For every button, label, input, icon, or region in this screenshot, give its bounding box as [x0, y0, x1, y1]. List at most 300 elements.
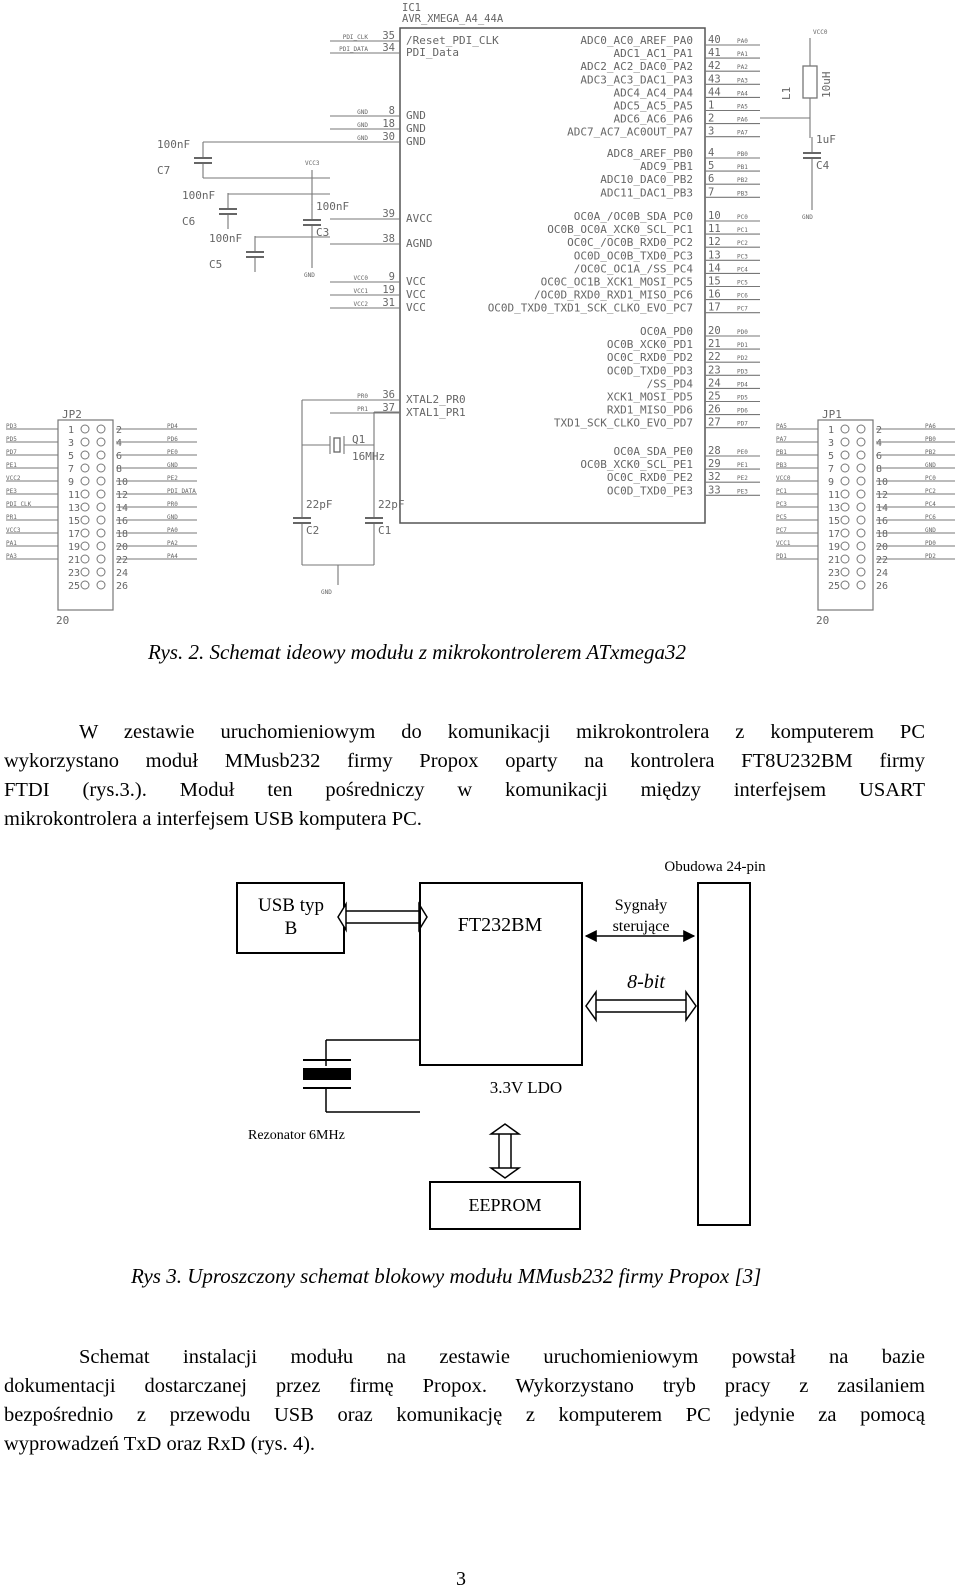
usb-ft-arrow — [338, 904, 427, 930]
ic-right-pin-name: OC0D_TXD0_PD3 — [606, 364, 693, 378]
header-jp2-pin — [97, 477, 105, 485]
header-jp2-pin — [97, 542, 105, 550]
capacitor-plate — [365, 517, 383, 519]
header-jp1-pin — [857, 503, 865, 511]
ic-right-pin-number: 27 — [708, 416, 721, 429]
ic-right-pin-name: ADC4_AC4_PA4 — [613, 86, 693, 100]
ic-left-pin-net: PDI_CLK — [342, 34, 368, 41]
capacitor-ref: C6 — [182, 215, 196, 228]
header-jp2-pin-number: 7 — [68, 464, 75, 475]
ic-right-pin-net: PA1 — [737, 51, 748, 59]
ic-right-pin-net: PD4 — [737, 381, 748, 389]
ic-right-pin-name: ADC9_PB1 — [640, 160, 693, 174]
ft232bm-box — [420, 883, 582, 1065]
paragraph-2-line: wyprowadzeń TxD oraz RxD (rys. 4). — [4, 1433, 316, 1455]
ic-right-pin-number: 14 — [708, 262, 721, 275]
header-jp1-net-left: PC5 — [776, 514, 787, 521]
ic-left-pin-net: GND — [357, 109, 368, 116]
ic-right-pin-net: PA7 — [737, 129, 748, 137]
header-jp2-pin — [81, 542, 89, 550]
header-jp2-pin-number: 16 — [116, 516, 129, 527]
header-jp2-pin-number: 1 — [68, 425, 75, 436]
header-jp2-net-right: PA4 — [167, 553, 178, 560]
ic-left-pin-number: 35 — [382, 30, 395, 42]
ic-right-pin-name: OC0D_OC0B_TXD0_PC3 — [573, 249, 693, 263]
ic-right-pin-name: ADC8_AREF_PB0 — [606, 147, 693, 160]
ic-right-pin-net: PC7 — [737, 305, 748, 313]
header-jp2-net-right: PDI_DATA — [167, 488, 196, 495]
ic-left-pin-net: PDI_DATA — [339, 46, 368, 53]
header-jp1-net-right: PC4 — [925, 501, 936, 508]
ic-right-pin-number: 7 — [708, 186, 715, 199]
ic-right-pin-name: ADC1_AC1_PA1 — [613, 47, 693, 61]
usb-label-line2: B — [284, 918, 298, 939]
header-jp2-net-right: PE2 — [167, 475, 178, 482]
header-jp1-pin — [857, 542, 865, 550]
xtal-gnd-label: GND — [321, 589, 332, 596]
paragraph-2-line: Schemat instalacji modułu na zestawie uruchomieniowym powstał na bazie — [79, 1346, 925, 1368]
header-jp1-pin-number: 19 — [828, 542, 841, 553]
ic-right-pin-name: ADC11_DAC1_PB3 — [600, 186, 693, 200]
ic-right-pin-name: XCK1_MOSI_PD5 — [606, 390, 693, 404]
header-jp1-net-right: PD0 — [925, 540, 936, 547]
header-jp2-pin-number: 25 — [68, 581, 81, 592]
ic-right-pin-number: 29 — [708, 458, 721, 471]
header-jp1-net-left: PC3 — [776, 501, 787, 508]
ic-right-pin-net: PD1 — [737, 342, 748, 350]
ic-right-pin-number: 23 — [708, 364, 721, 377]
ic-right-pin-name: ADC6_AC6_PA6 — [613, 112, 693, 126]
ic-right-pin-number: 4 — [708, 147, 715, 159]
ic-right-pin-net: PB0 — [737, 151, 748, 158]
header-jp1-pin-number: 22 — [876, 555, 889, 566]
header-jp2-net-left: PD7 — [6, 449, 17, 456]
ic-right-pin-net: PE3 — [737, 488, 748, 496]
8bit-label: 8-bit — [627, 971, 665, 993]
capacitor-plate — [246, 251, 264, 253]
crystal-value: 16MHz — [352, 450, 386, 463]
header-jp2-pin — [81, 425, 89, 433]
header-jp1-pin-number: 2 — [876, 425, 883, 436]
ic-right-pin-number: 11 — [708, 223, 721, 236]
ic-right-pin-name: OC0B_XCK0_SCL_PE1 — [580, 458, 693, 472]
header-jp2-pin-number: 19 — [68, 542, 81, 553]
ic-left-pin-number: 39 — [382, 208, 395, 220]
header-jp2-pin-number: 18 — [116, 529, 129, 540]
capacitor-ref: C5 — [209, 258, 223, 271]
header-jp2-pin — [97, 555, 105, 563]
header-jp1-net-left: PA5 — [776, 423, 787, 430]
ic-right-pin-name: OC0C_RXD0_PE2 — [606, 471, 693, 485]
capacitor-value: 100nF — [209, 232, 243, 245]
ic-right-pin-name: ADC0_AC0_AREF_PA0 — [580, 34, 693, 47]
ic-right-pin-net: PE2 — [737, 475, 748, 483]
ic-right-pin-net: PA3 — [737, 77, 748, 85]
header-jp2-net-right: GND — [167, 514, 178, 521]
capacitor-value: 1uF — [816, 133, 836, 146]
header-jp1-pin — [857, 490, 865, 498]
ic-right-pin-net: PA4 — [737, 90, 748, 98]
header-jp1-net-left: PD1 — [776, 553, 787, 560]
header-jp1-pin-number: 9 — [828, 477, 835, 488]
vcc0-label: VCC0 — [813, 29, 828, 36]
figure-caption-2: Rys. 2. Schemat ideowy modułu z mikrokontrolerem ATxmega32 — [148, 640, 686, 664]
header-jp1-pin-number: 15 — [828, 516, 841, 527]
ic-right-pin-net: PD3 — [737, 368, 748, 376]
ic-right-pin-net: PE1 — [737, 462, 748, 470]
vcc3-label: VCC3 — [305, 160, 320, 167]
capacitor-ref: C3 — [316, 226, 330, 239]
header-jp2-net-left: PD5 — [6, 436, 17, 443]
ic-left-pin-number: 8 — [388, 105, 395, 117]
header-jp1-pin-number: 17 — [828, 529, 841, 540]
ic-right-pin-net: PA2 — [737, 64, 748, 72]
c4-gnd-label: GND — [802, 214, 813, 221]
ic-right-pin-net: PB3 — [737, 190, 748, 198]
ic-right-pin-name: OC0B_XCK0_PD1 — [606, 338, 693, 352]
signals-label-line1: Sygnały — [614, 897, 668, 914]
header-jp2-pin — [97, 516, 105, 524]
ic-right-pin-number: 3 — [708, 125, 715, 138]
ldo-label: 3.3V LDO — [489, 1078, 563, 1097]
ic-right-pin-name: TXD1_SCK_CLKO_EVO_PD7 — [553, 416, 693, 430]
ic-left-pin-net: VCC1 — [353, 288, 368, 295]
header-jp2-net-right: PE0 — [167, 449, 178, 456]
header-jp2-pin — [97, 425, 105, 433]
header-jp2-pin — [81, 438, 89, 446]
ic-left-pin-name: AGND — [406, 237, 433, 250]
header-jp2-pin — [81, 529, 89, 537]
header-jp1-pin-number: 8 — [876, 464, 883, 475]
ic-left-pin-net: PR1 — [357, 406, 368, 413]
ic-left-pin-name: GND — [406, 122, 426, 135]
usb-label-line1: USB typ — [258, 895, 324, 916]
crystal-body — [334, 438, 340, 452]
header-jp1-pin-number: 21 — [828, 555, 841, 566]
block-diagram — [0, 850, 960, 1250]
header-jp1-pin-number: 7 — [828, 464, 835, 475]
ic-right-pin-number: 22 — [708, 351, 721, 364]
ic-right-pin-number: 43 — [708, 73, 721, 86]
ic-left-pin-net: GND — [357, 135, 368, 142]
header-jp1-pin — [857, 529, 865, 537]
ic-left-pin-number: 31 — [382, 297, 395, 309]
header-jp1-pin-number: 16 — [876, 516, 889, 527]
header-jp1-net-right: PC0 — [925, 475, 936, 482]
header-jp1-net-left: VCC1 — [776, 540, 791, 547]
header-jp1-pin — [857, 555, 865, 563]
ft232bm-label: FT232BM — [457, 914, 543, 936]
header-jp2-pin-number: 20 — [116, 542, 129, 553]
header-jp1-net-right: PB2 — [925, 449, 936, 456]
ic-left-pin-net: VCC2 — [353, 301, 368, 308]
ic-left-pin-name: /Reset_PDI_CLK — [406, 34, 499, 47]
capacitor-plate — [194, 157, 212, 159]
ic-right-pin-number: 1 — [708, 99, 715, 112]
header-jp1-pin — [841, 490, 849, 498]
ic-right-pin-number: 5 — [708, 160, 715, 173]
header-jp1-pin — [857, 451, 865, 459]
header-jp1-pin-number: 12 — [876, 490, 889, 501]
ic-right-pin-name: RXD1_MISO_PD6 — [606, 403, 693, 417]
ic-right-pin-number: 2 — [708, 112, 715, 125]
capacitor-ref: C1 — [378, 524, 392, 537]
header-jp1-net-right: PC6 — [925, 514, 936, 521]
paragraph-2-line: bezpośrednio z przewodu USB oraz komunikację z komputerem PC jedynie za pomocą — [4, 1404, 925, 1426]
header-jp2-pin — [81, 503, 89, 511]
capacitor-plate — [194, 162, 212, 164]
ic-right-pin-number: 42 — [708, 60, 721, 73]
header-jp1-pin-number: 4 — [876, 438, 883, 449]
header-jp2-pin-number: 22 — [116, 555, 129, 566]
ic-right-pin-name: OC0C_RXD0_PD2 — [606, 351, 693, 365]
ic-right-pin-net: PE0 — [737, 449, 748, 456]
header-jp1-net-left: PB1 — [776, 449, 787, 456]
ic-left-pin-name: GND — [406, 135, 426, 148]
header-jp1-pin-number: 5 — [828, 451, 835, 462]
header-jp2-pin — [97, 490, 105, 498]
header-jp2-pin-number: 10 — [116, 477, 129, 488]
header-jp1-net-left: VCC0 — [776, 475, 791, 482]
header-jp2-pin-number: 15 — [68, 516, 81, 527]
ic-right-pin-name: /OC0C_OC1A_/SS_PC4 — [573, 262, 693, 276]
header-jp2-pin — [81, 581, 89, 589]
header-jp2-bottom-label: 20 — [56, 614, 70, 627]
header-jp1-pin-number: 14 — [876, 503, 889, 514]
ic-left-pin-name: PDI_Data — [406, 46, 459, 59]
ic-left-pin-name: XTAL1_PR1 — [406, 406, 466, 419]
inductor-ref: L1 — [780, 86, 793, 100]
header-jp2-net-right: PD4 — [167, 423, 178, 430]
header-jp1-pin-number: 10 — [876, 477, 889, 488]
header-jp1-pin — [841, 516, 849, 524]
header-jp1-pin-number: 20 — [876, 542, 889, 553]
header-jp1-net-right: PA6 — [925, 423, 936, 430]
ic-left-pin-number: 30 — [382, 131, 395, 143]
header-jp2-pin — [81, 568, 89, 576]
eeprom-label: EEPROM — [468, 1195, 542, 1215]
header-jp2-pin-number: 4 — [116, 438, 123, 449]
ic-left-pin-name: XTAL2_PR0 — [406, 393, 466, 406]
header-jp2-net-right: PD6 — [167, 436, 178, 443]
header-jp1-pin-number: 3 — [828, 438, 835, 449]
header-jp2-pin-number: 2 — [116, 425, 123, 436]
ic-left-pin-name: VCC — [406, 288, 426, 301]
ic-right-pin-net: PB1 — [737, 164, 748, 172]
ic-right-pin-net: PC1 — [737, 227, 748, 235]
header-jp2-pin — [97, 464, 105, 472]
header-jp1-pin — [841, 555, 849, 563]
ic-right-pin-number: 41 — [708, 47, 721, 60]
ic-right-pin-name: ADC3_AC3_DAC1_PA3 — [580, 73, 693, 87]
header-jp2-pin — [81, 490, 89, 498]
ic-right-pin-number: 24 — [708, 377, 721, 390]
capacitor-plate — [303, 219, 321, 221]
paragraph-2-line: dokumentacji dostarczanej przez firmę Propox. Wykorzystano tryb pracy z zasilaniem — [4, 1375, 925, 1397]
ic-right-pin-name: OC0C_OC1B_XCK1_MOSI_PC5 — [540, 275, 693, 289]
ic-right-pin-net: PB2 — [737, 177, 748, 185]
ic-name: AVR_XMEGA_A4_44A — [402, 13, 504, 25]
ic-left-pin-number: 36 — [382, 389, 395, 401]
capacitor-plate — [293, 517, 311, 519]
header-jp2-net-left: PA3 — [6, 553, 17, 560]
ic-right-pin-number: 32 — [708, 471, 721, 484]
header-jp1-bottom-label: 20 — [816, 614, 830, 627]
header-jp1-net-left: PB3 — [776, 462, 787, 469]
ic-right-pin-number: 40 — [708, 34, 721, 46]
ic-left-pin-number: 38 — [382, 233, 395, 245]
header-jp1-pin — [841, 542, 849, 550]
figure-caption-3: Rys 3. Uproszczony schemat blokowy modułu MMusb232 firmy Propox [3] — [131, 1264, 762, 1288]
ic-right-pin-number: 20 — [708, 325, 721, 337]
housing-label: Obudowa 24-pin — [664, 859, 766, 875]
header-jp1-pin — [857, 425, 865, 433]
ic-left-pin-number: 34 — [382, 42, 395, 54]
header-jp2-pin — [97, 451, 105, 459]
header-jp2-net-left: VCC3 — [6, 527, 21, 534]
ic-right-pin-number: 12 — [708, 236, 721, 249]
header-jp1-ref: JP1 — [822, 408, 842, 421]
header-jp2-net-left: PDI_CLK — [6, 501, 32, 508]
signals-label-line2: sterujące — [612, 918, 670, 935]
header-jp1-pin-number: 6 — [876, 451, 883, 462]
ic-right-pin-name: ADC2_AC2_DAC0_PA2 — [580, 60, 693, 74]
ic-right-pin-net: PD0 — [737, 329, 748, 336]
header-jp2-pin-number: 3 — [68, 438, 75, 449]
header-jp2-pin — [81, 516, 89, 524]
crystal-ref: Q1 — [352, 433, 366, 446]
header-jp1-net-right: PB0 — [925, 436, 936, 443]
ic-right-pin-net: PC2 — [737, 240, 748, 248]
ic-right-pin-number: 16 — [708, 288, 721, 301]
ic-left-pin-net: VCC0 — [353, 275, 368, 282]
header-jp1-pin — [841, 529, 849, 537]
ic-right-pin-net: PD6 — [737, 407, 748, 415]
ic-right-pin-net: PC4 — [737, 266, 748, 274]
ic-left-pin-number: 37 — [382, 402, 395, 414]
header-jp1-pin-number: 26 — [876, 581, 889, 592]
header-jp1-pin — [841, 438, 849, 446]
header-jp1-pin — [841, 464, 849, 472]
header-jp1-pin-number: 24 — [876, 568, 889, 579]
8bit-arrow — [586, 992, 696, 1020]
header-jp2-pin-number: 5 — [68, 451, 75, 462]
header-jp2-pin-number: 8 — [116, 464, 123, 475]
ic-right-pin-net: PA5 — [737, 103, 748, 111]
ic-right-pin-net: PD5 — [737, 394, 748, 402]
header-jp1-net-right: PC2 — [925, 488, 936, 495]
ic-left-pin-name: VCC — [406, 301, 426, 314]
ic-left-pin-number: 9 — [388, 271, 395, 283]
header-jp2-pin — [97, 438, 105, 446]
ic-right-pin-number: 25 — [708, 390, 721, 403]
header-jp1-pin-number: 25 — [828, 581, 841, 592]
header-jp2-pin-number: 6 — [116, 451, 123, 462]
ic-right-pin-name: OC0A_PD0 — [640, 325, 693, 338]
header-jp1-pin-number: 1 — [828, 425, 835, 436]
header-jp1-net-right: GND — [925, 527, 936, 534]
ic-left-pin-net: PR0 — [357, 393, 368, 400]
paragraph-2 — [4, 1343, 925, 1459]
header-jp2-net-right: PA2 — [167, 540, 178, 547]
header-jp2-net-right: PR0 — [167, 501, 178, 508]
capacitor-plate — [246, 256, 264, 258]
ic-right-pin-name: OC0C_/OC0B_RXD0_PC2 — [567, 236, 693, 250]
ic-right-pin-net: PC5 — [737, 279, 748, 287]
ic-right-pin-name: ADC5_AC5_PA5 — [613, 99, 693, 113]
paragraph-1 — [4, 718, 925, 834]
ic-left-pin-name: VCC — [406, 275, 426, 288]
paragraph-1-line: W zestawie uruchomieniowym do komunikacji mikrokontrolera z komputerem PC — [79, 721, 925, 743]
page-number: 3 — [456, 1568, 466, 1590]
header-jp2-pin — [81, 451, 89, 459]
header-jp1-pin-number: 23 — [828, 568, 841, 579]
header-jp1-pin — [857, 581, 865, 589]
header-jp2-pin-number: 24 — [116, 568, 129, 579]
header-jp1-pin — [857, 477, 865, 485]
header-jp2-pin — [97, 581, 105, 589]
gnd-label: GND — [304, 272, 315, 279]
header-jp2-pin — [97, 529, 105, 537]
header-jp1-pin — [841, 425, 849, 433]
ic-right-pin-name: OC0D_TXD0_TXD1_SCK_CLKO_EVO_PC7 — [487, 301, 693, 315]
header-jp1-pin-number: 18 — [876, 529, 889, 540]
ic-right-pin-name: OC0B_OC0A_XCK0_SCL_PC1 — [547, 223, 693, 237]
header-jp2-pin-number: 21 — [68, 555, 81, 566]
header-jp1-pin — [857, 516, 865, 524]
header-jp2-pin — [81, 477, 89, 485]
capacitor-ref: C4 — [816, 159, 830, 172]
capacitor-ref: C2 — [306, 524, 320, 537]
header-jp2-pin — [97, 503, 105, 511]
header-jp1-pin — [857, 438, 865, 446]
header-jp1-pin-number: 11 — [828, 490, 841, 501]
header-jp1-net-left: PC7 — [776, 527, 787, 534]
header-jp1-net-left: PC1 — [776, 488, 787, 495]
ic-right-pin-number: 17 — [708, 301, 721, 314]
ic-left-pin-name: GND — [406, 109, 426, 122]
ic-right-pin-name: ADC7_AC7_AC0OUT_PA7 — [567, 125, 693, 139]
header-jp1-pin — [841, 451, 849, 459]
header-jp2-pin-number: 13 — [68, 503, 81, 514]
ic-right-pin-number: 33 — [708, 484, 721, 497]
header-jp2-pin-number: 26 — [116, 581, 129, 592]
paragraph-1-line: wykorzystano moduł MMusb232 firmy Propox oparty na kontrolera FT8U232BM firmy — [4, 750, 925, 772]
header-jp2-net-left: VCC2 — [6, 475, 21, 482]
capacitor-plate — [219, 208, 237, 210]
ic-left-pin-net: GND — [357, 122, 368, 129]
header-jp2-net-right: GND — [167, 462, 178, 469]
capacitor-value: 100nF — [157, 138, 191, 151]
ic-right-pin-net: PC6 — [737, 292, 748, 300]
ic-left-pin-number: 19 — [382, 284, 395, 296]
header-jp2-pin — [81, 555, 89, 563]
ic-right-pin-net: PA6 — [737, 116, 748, 124]
ic-right-pin-number: 21 — [708, 338, 721, 351]
ic-right-pin-name: OC0A_/OC0B_SDA_PC0 — [573, 210, 693, 223]
ic-right-pin-net: PC3 — [737, 253, 748, 261]
ic-left-pin-name: AVCC — [406, 212, 433, 225]
header-jp2-net-left: PE3 — [6, 488, 17, 495]
paragraph-1-line: FTDI (rys.3.). Moduł ten pośredniczy w komunikacji między interfejsem USART — [4, 779, 925, 801]
header-jp2-net-left: PR1 — [6, 514, 17, 521]
schematic-diagram — [0, 0, 960, 630]
capacitor-value: 100nF — [316, 200, 350, 213]
ft-eeprom-arrow — [491, 1124, 519, 1178]
ic-right-pin-net: PD2 — [737, 355, 748, 363]
ic-right-pin-number: 28 — [708, 445, 721, 457]
capacitor-plate — [219, 213, 237, 215]
